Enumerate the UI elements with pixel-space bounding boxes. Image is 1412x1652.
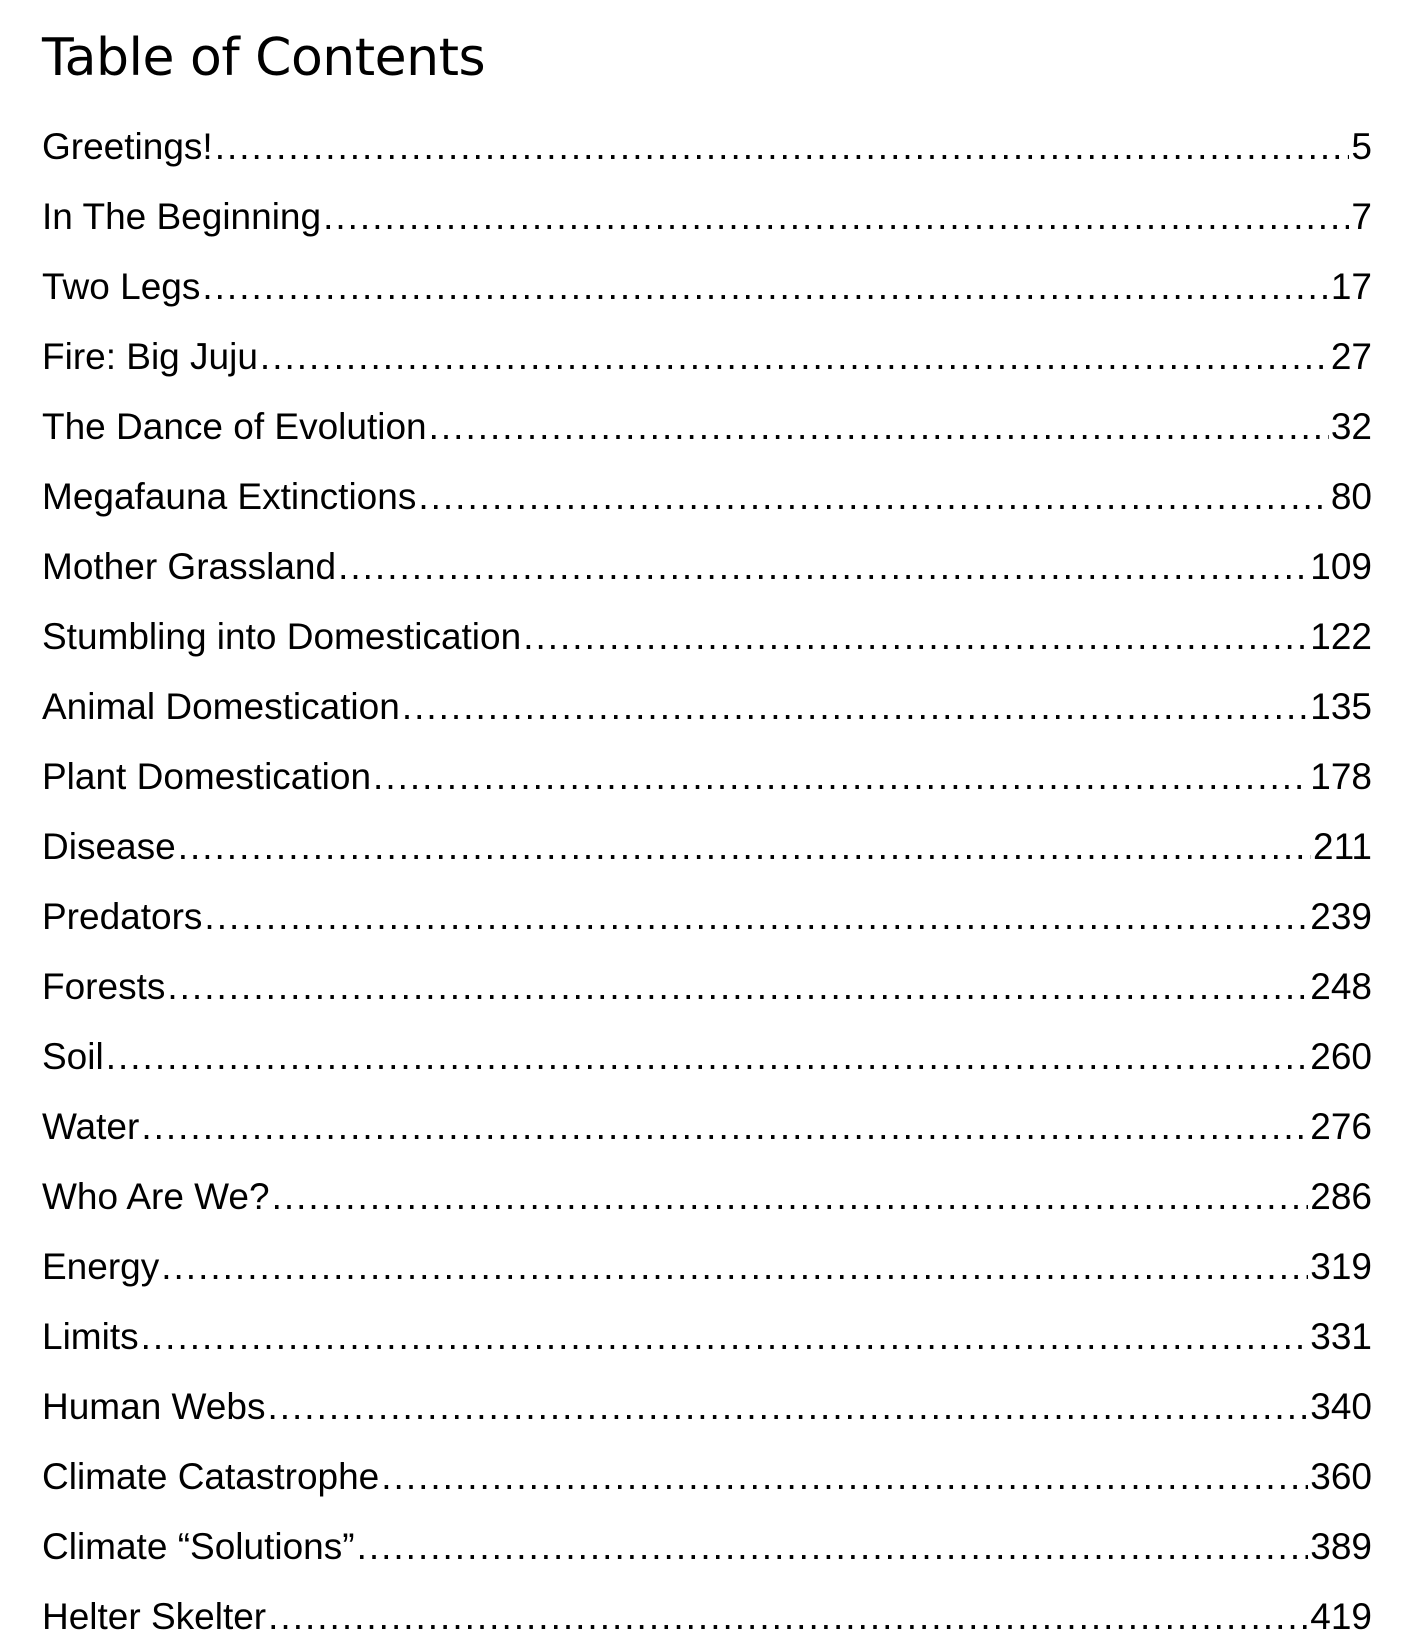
toc-entry-page-number: 178 (1310, 756, 1372, 797)
toc-entry[interactable] (42, 1162, 1372, 1232)
toc-dot-leader (215, 112, 1350, 182)
toc-entry-title[interactable]: Soil (42, 1036, 104, 1077)
toc-dot-leader (167, 952, 1308, 1022)
toc-dot-leader (272, 1162, 1309, 1232)
toc-entry-title[interactable]: Mother Grassland (42, 546, 337, 587)
toc-entry-page-number: 7 (1351, 196, 1372, 237)
toc-dot-leader (161, 1232, 1308, 1302)
toc-entry-page-number: 419 (1310, 1596, 1372, 1637)
toc-dot-leader (202, 252, 1328, 322)
toc-dot-leader (338, 532, 1308, 602)
toc-dot-leader (429, 392, 1329, 462)
toc-entry[interactable] (42, 1512, 1372, 1582)
toc-entry-page-number: 331 (1310, 1316, 1372, 1357)
page-title: Table of Contents (42, 28, 486, 88)
toc-entry[interactable] (42, 1582, 1372, 1652)
toc-entry-page-number: 17 (1330, 266, 1372, 307)
toc-dot-leader (267, 1372, 1308, 1442)
toc-entry[interactable] (42, 672, 1372, 742)
toc-entry-title[interactable]: Animal Domestication (42, 686, 400, 727)
toc-entry[interactable] (42, 1442, 1372, 1512)
toc-dot-leader (523, 602, 1308, 672)
toc-entry-page-number: 286 (1310, 1176, 1372, 1217)
toc-entry-title[interactable]: Two Legs (42, 266, 201, 307)
toc-entry-page-number: 32 (1330, 406, 1372, 447)
toc-entry-title[interactable]: Energy (42, 1246, 160, 1287)
toc-entry[interactable] (42, 322, 1372, 392)
toc-entry-title[interactable]: Predators (42, 896, 203, 937)
toc-entry[interactable] (42, 532, 1372, 602)
toc-entry-page-number: 5 (1351, 126, 1372, 167)
toc-dot-leader (357, 1512, 1309, 1582)
toc-entry[interactable] (42, 392, 1372, 462)
toc-entry-title[interactable]: Limits (42, 1316, 139, 1357)
toc-entry[interactable] (42, 812, 1372, 882)
toc-entry-page-number: 360 (1310, 1456, 1372, 1497)
toc-dot-leader (373, 742, 1308, 812)
toc-entry-page-number: 340 (1310, 1386, 1372, 1427)
toc-entry-title[interactable]: Stumbling into Domestication (42, 616, 522, 657)
toc-entry-title[interactable]: Climate “Solutions” (42, 1526, 355, 1567)
toc-entry-title[interactable]: Climate Catastrophe (42, 1456, 380, 1497)
toc-entry[interactable] (42, 952, 1372, 1022)
toc-entry-title[interactable]: Megafauna Extinctions (42, 476, 417, 517)
toc-entry[interactable] (42, 1372, 1372, 1442)
toc-entry[interactable] (42, 1022, 1372, 1092)
toc-entry-page-number: 239 (1310, 896, 1372, 937)
toc-entry-page-number: 389 (1310, 1526, 1372, 1567)
toc-entry-title[interactable]: Who Are We? (42, 1176, 270, 1217)
toc-entry-page-number: 27 (1330, 336, 1372, 377)
toc-dot-leader (204, 882, 1308, 952)
table-of-contents-list (42, 112, 1372, 1652)
toc-dot-leader (323, 182, 1349, 252)
toc-dot-leader (178, 812, 1311, 882)
toc-dot-leader (141, 1302, 1309, 1372)
toc-entry-title[interactable]: Water (42, 1106, 140, 1147)
toc-entry[interactable] (42, 742, 1372, 812)
toc-entry-page-number: 211 (1313, 826, 1372, 867)
toc-dot-leader (268, 1582, 1308, 1652)
toc-entry-title[interactable]: Disease (42, 826, 176, 867)
toc-entry-title[interactable]: Fire: Big Juju (42, 336, 258, 377)
toc-entry-title[interactable]: Helter Skelter (42, 1596, 267, 1637)
toc-entry-title[interactable]: Forests (42, 966, 166, 1007)
toc-entry-page-number: 135 (1310, 686, 1372, 727)
toc-entry-title[interactable]: In The Beginning (42, 196, 322, 237)
toc-entry-page-number: 80 (1330, 476, 1372, 517)
toc-dot-leader (141, 1092, 1308, 1162)
toc-dot-leader (381, 1442, 1308, 1512)
toc-entry-page-number: 260 (1310, 1036, 1372, 1077)
toc-dot-leader (260, 322, 1329, 392)
toc-entry-page-number: 248 (1310, 966, 1372, 1007)
toc-entry[interactable] (42, 462, 1372, 532)
toc-entry-page-number: 276 (1310, 1106, 1372, 1147)
toc-entry-title[interactable]: Plant Domestication (42, 756, 372, 797)
toc-entry-title[interactable]: Greetings! (42, 126, 213, 167)
toc-entry[interactable] (42, 1092, 1372, 1162)
toc-entry-page-number: 319 (1310, 1246, 1372, 1287)
toc-dot-leader (418, 462, 1329, 532)
toc-entry[interactable] (42, 252, 1372, 322)
toc-entry-title[interactable]: The Dance of Evolution (42, 406, 427, 447)
toc-entry-page-number: 122 (1310, 616, 1372, 657)
toc-entry[interactable] (42, 1302, 1372, 1372)
toc-entry[interactable] (42, 602, 1372, 672)
toc-entry[interactable] (42, 1232, 1372, 1302)
toc-entry-page-number: 109 (1310, 546, 1372, 587)
toc-entry[interactable] (42, 112, 1372, 182)
toc-entry[interactable] (42, 882, 1372, 952)
toc-entry[interactable] (42, 182, 1372, 252)
toc-dot-leader (106, 1022, 1309, 1092)
toc-entry-title[interactable]: Human Webs (42, 1386, 266, 1427)
toc-dot-leader (402, 672, 1308, 742)
